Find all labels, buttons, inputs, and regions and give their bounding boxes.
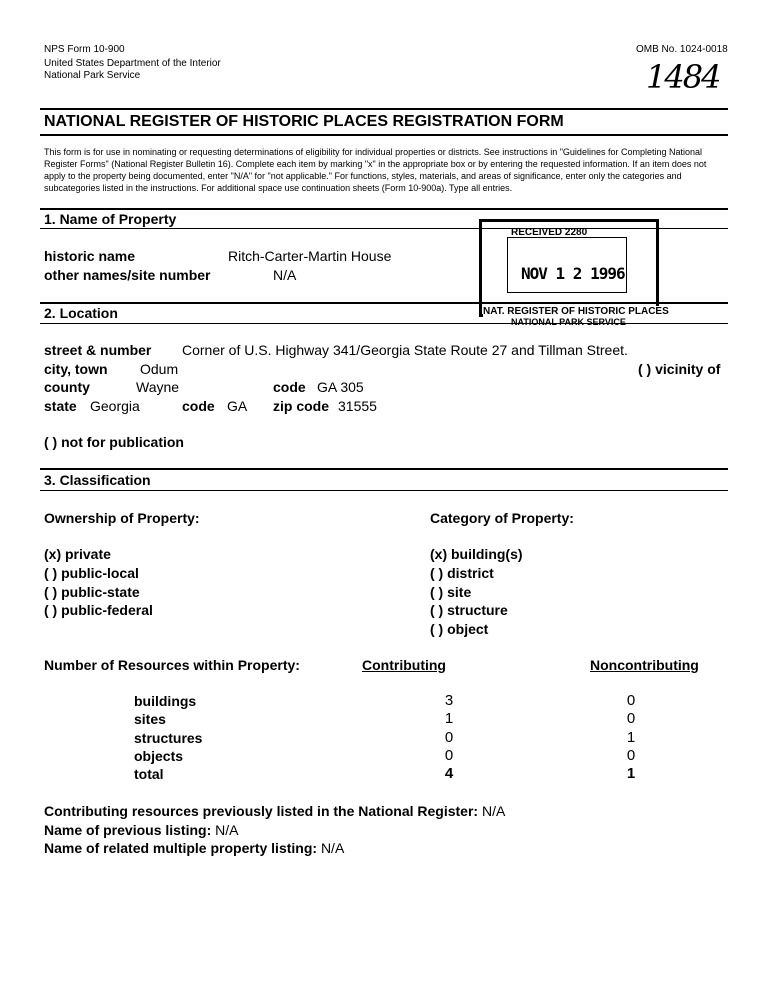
- agency-name: National Park Service: [44, 70, 141, 81]
- county-label: county: [44, 379, 90, 395]
- form-number: NPS Form 10-900: [44, 44, 125, 55]
- noncontributing-count: 1: [626, 729, 636, 746]
- contributing-count: 0: [444, 747, 454, 764]
- not-for-publication: ( ) not for publication: [44, 434, 184, 450]
- section2-heading: 2. Location: [44, 305, 118, 321]
- stamp-received: RECEIVED 2280: [511, 227, 588, 238]
- county-value: Wayne: [136, 379, 180, 395]
- noncontributing-heading: Noncontributing: [590, 657, 699, 673]
- ownership-option: ( ) public-state: [44, 584, 140, 600]
- state-code-label: code: [182, 398, 215, 414]
- department-name: United States Department of the Interior: [44, 58, 221, 69]
- street-value: Corner of U.S. Highway 341/Georgia State Route 27 and Tillman Street.: [182, 342, 628, 358]
- form-instructions: This form is for use in nominating or requesting determinations of eligibility for individual properties or districts. See instructions in "Guidelines for Completing National Register Forms" (National Register Bulletin 16). Complete each item by marking "x" in the appropriate box or by entering the requested information. If an item does not apply to the property being documented, enter "N/A" for "not applicable." For functions, styles, materials, and areas of significance, enter only the categories and subcategories listed in the instructions. For additional space use continuation sheets (Form 10-900a). Type all entries.: [44, 147, 707, 193]
- section2-heading-rule: [40, 323, 728, 324]
- vicinity-checkbox: ( ) vicinity of: [638, 361, 721, 377]
- resource-label: objects: [134, 748, 184, 764]
- ownership-option: ( ) public-local: [44, 565, 139, 581]
- other-names-value: N/A: [273, 267, 297, 283]
- resource-label: sites: [134, 711, 166, 727]
- received-stamp: [477, 219, 669, 331]
- omb-number: OMB No. 1024-0018: [636, 44, 728, 55]
- category-option: ( ) structure: [430, 602, 508, 618]
- previously-listed-line: [44, 803, 505, 819]
- contributing-heading: Contributing: [362, 657, 446, 673]
- section3-heading-rule: [40, 490, 728, 491]
- resources-heading: Number of Resources within Property:: [44, 657, 300, 673]
- street-label: street & number: [44, 342, 152, 358]
- zip-value: 31555: [338, 398, 377, 414]
- form-title: NATIONAL REGISTER OF HISTORIC PLACES REGISTRATION FORM: [44, 113, 564, 130]
- section3-heading: 3. Classification: [44, 472, 151, 488]
- category-option: (x) building(s): [430, 546, 523, 562]
- multiple-listing-label: Name of related multiple property listing:: [44, 840, 318, 856]
- stamp-service-line: NATIONAL PARK SERVICE: [511, 317, 626, 327]
- resource-label: structures: [134, 730, 203, 746]
- noncontributing-count: 0: [626, 692, 636, 709]
- category-option: ( ) district: [430, 565, 494, 581]
- section1-heading: 1. Name of Property: [44, 211, 177, 227]
- previous-listing-value: N/A: [215, 822, 239, 838]
- contributing-count: 3: [444, 692, 454, 709]
- category-option: ( ) object: [430, 621, 489, 637]
- zip-label: zip code: [273, 398, 330, 414]
- state-code-value: GA: [227, 398, 248, 414]
- handwritten-number: 1484: [646, 58, 720, 96]
- stamp-register-line: NAT. REGISTER OF HISTORIC PLACES: [483, 306, 669, 317]
- historic-name-label: historic name: [44, 248, 136, 264]
- ownership-heading: Ownership of Property:: [44, 510, 200, 526]
- noncontributing-count: 1: [626, 765, 636, 782]
- county-code-value: GA 305: [317, 379, 364, 395]
- city-value: Odum: [140, 361, 179, 377]
- previous-listing-label: Name of previous listing:: [44, 822, 212, 838]
- multiple-listing-value: N/A: [320, 840, 345, 856]
- other-names-label: other names/site number: [44, 267, 211, 283]
- category-option: ( ) site: [430, 584, 472, 600]
- historic-name-value: Ritch-Carter-Martin House: [228, 248, 392, 264]
- section3-top-rule: [40, 468, 728, 470]
- previous-listing-line: [44, 822, 238, 838]
- previously-listed-value: N/A: [481, 803, 506, 819]
- resource-label: total: [134, 766, 164, 782]
- county-code-label: code: [273, 379, 306, 395]
- city-label: city, town: [44, 361, 108, 377]
- section1-top-rule: [40, 208, 728, 210]
- state-value: Georgia: [90, 398, 140, 414]
- section2-top-rule: [40, 302, 728, 304]
- title-top-rule: [40, 108, 728, 110]
- ownership-option: ( ) public-federal: [44, 602, 153, 618]
- contributing-count: 4: [444, 765, 454, 782]
- stamp-date: NOV 1 2 1996: [521, 264, 625, 283]
- contributing-count: 1: [444, 710, 454, 727]
- previously-listed-label: Contributing resources previously listed in the National Register:: [44, 803, 479, 819]
- state-label: state: [44, 398, 77, 414]
- noncontributing-count: 0: [626, 747, 636, 764]
- title-bottom-rule: [40, 134, 728, 136]
- resource-label: buildings: [134, 693, 197, 709]
- ownership-option: (x) private: [44, 546, 111, 562]
- noncontributing-count: 0: [626, 710, 636, 727]
- multiple-listing-line: [44, 840, 344, 856]
- category-heading: Category of Property:: [430, 510, 574, 526]
- contributing-count: 0: [444, 729, 454, 746]
